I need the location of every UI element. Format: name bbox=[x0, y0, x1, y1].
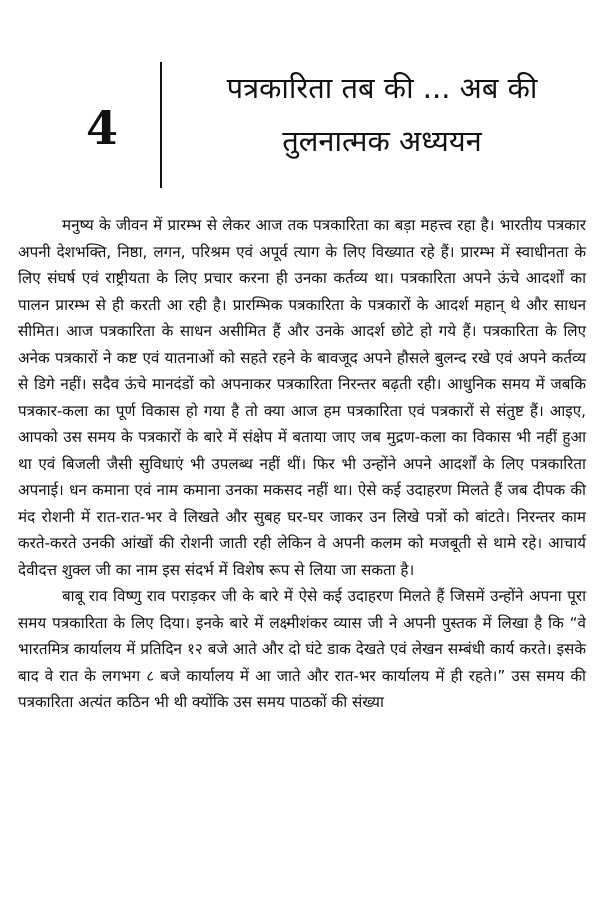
chapter-title-line-1: पत्रकारिता तब की ... अब की bbox=[226, 71, 538, 105]
paragraph-2: बाबू राव विष्णु राव पराड़कर जी के बारे में ऐसे कई उदाहरण मिलते हैं जिसमें उन्होंने अपना पूरा समय पत्रकारिता के लिए दिया। इनके बारे में लक्ष्मीशंकर व्यास जी ने अपनी पुस्तक में लिखा है कि “वे भारतमित्र कार्यालय में प्रतिदिन १२ बजे आते और दो घंटे डाक देखते एवं लेखन सम्बंधी कार्य करते। इसके बाद वे रात के लगभग ८ बजे कार्यालय में आ जाते और रात-भर कार्यालय में ही रहते।” उस समय की पत्रकारिता अत्यंत कठिन भी थी क्योंकि उस समय पाठकों की संख्या bbox=[18, 587, 586, 711]
chapter-title bbox=[178, 62, 586, 168]
body-text bbox=[18, 212, 586, 716]
paragraph-1: मनुष्य के जीवन में प्रारम्भ से लेकर आज तक पत्रकारिता का बड़ा महत्त्व रहा है। भारतीय पत्रकार अपनी देशभक्ति, निष्ठा, लगन, परिश्रम एवं अपूर्व त्याग के लिए विख्यात रहे हैं। प्रारम्भ में स्वाधीनता के लिए संघर्ष एवं राष्ट्रीयता के लिए प्रचार करना ही उनका कर्तव्य था। पत्रकारिता अपने ऊंचे आदर्शों का पालन प्रारम्भ से ही करती आ रही है। प्रारम्भिक पत्रकारिता के पत्रकारों के आदर्श महान् थे और साधन सीमित। आज पत्रकारिता के साधन असीमित हैं और उनके आदर्श छोटे हो गये हैं। पत्रकारिता के लिए अनेक पत्रकारों ने कष्ट एवं यातनाओं को सहते रहने के बावजूद अपने हौसले बुलन्द रखे एवं अपने कर्तव्य से डिगे नहीं। सदैव ऊंचे मानदंडों को अपनाकर पत्रकारिता निरन्तर बढ़ती रही। आधुनिक समय में जबकि पत्रकार-कला का पूर्ण विकास हो गया है तो क्या आज हम पत्रकारिता एवं पत्रकारों से संतुष्ट हैं। आइए, आपको उस समय के पत्रकारों के बारे में संक्षेप में बताया जाए जब मुद्रण-कला का विकास भी नहीं हुआ था एवं बिजली जैसी सुविधाएं भी उपलब्ध नहीं थीं। फिर भी उन्होंने अपने आदर्शों के लिए पत्रकारिता अपनाई। धन कमाना एवं नाम कमाना उनका मकसद नहीं था। ऐसे कई उदाहरण मिलते हैं जब दीपक की मंद रोशनी में रात-रात-भर वे लिखते और सुबह घर-घर जाकर उन लिखे पत्रों को बांटते। निरन्तर काम करते-करते उनकी आंखों की रोशनी जाती रही लेकिन वे अपनी कलम को मजबूती से थामे रहे। आचार्य देवीदत्त शुक्ल जी का नाम इस संदर्भ में विशेष रूप से लिया जा सकता है। bbox=[18, 216, 586, 579]
chapter-number: 4 bbox=[85, 101, 118, 155]
title-divider bbox=[160, 62, 162, 188]
chapter-title-line-2: तुलनात्मक अध्ययन bbox=[282, 124, 482, 158]
